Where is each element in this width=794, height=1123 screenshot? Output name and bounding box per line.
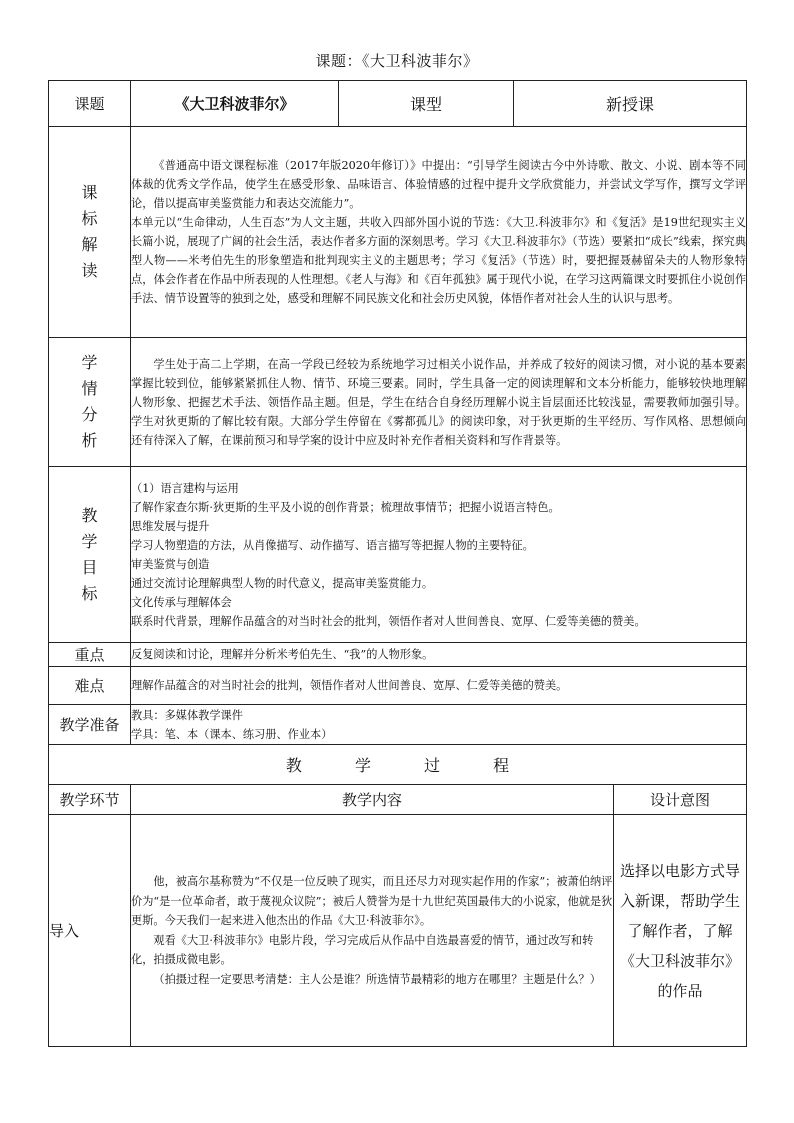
standard-row xyxy=(49,127,747,338)
preparation-teacher: 教具：多媒体教学课件 xyxy=(131,708,243,722)
objective-line: 思维发展与提升 xyxy=(131,519,210,533)
difficulty-label: 难点 xyxy=(49,667,131,705)
process-title-char: 过 xyxy=(424,756,441,775)
page-title: 课题：《大卫科波菲尔》 xyxy=(315,52,479,70)
topic-label: 课题 xyxy=(49,81,131,127)
stage-content xyxy=(131,815,614,1047)
col-stage-header: 教学环节 xyxy=(49,785,131,815)
preparation-row xyxy=(49,705,747,745)
header-row xyxy=(49,81,747,127)
preparation-student: 学具：笔、本（课本、练习册、作业本） xyxy=(131,727,333,741)
standard-label: 课 标 解 读 xyxy=(49,127,131,338)
objectives-label: 教 学 目 标 xyxy=(49,467,131,643)
col-content-header: 教学内容 xyxy=(131,785,614,815)
objective-line: 联系时代背景，理解作品蕴含的对当时社会的批判，领悟作者对人世间善良、宽厚、仁爱等美德的赞美。 xyxy=(131,614,646,628)
objective-line: 学习人物塑造的方法，从肖像描写、动作描写、语言描写等把握人物的主要特征。 xyxy=(131,538,534,552)
stage-paragraph: （拍摄过程一定要思考清楚：主人公是谁？所选情节最精彩的地方在哪里？主题是什么？） xyxy=(153,972,601,986)
type-label: 课型 xyxy=(339,81,514,127)
key-point-row xyxy=(49,643,747,667)
situation-row xyxy=(49,338,747,467)
process-title-char: 程 xyxy=(493,756,510,775)
topic-value: 《大卫科波菲尔》 xyxy=(131,81,339,127)
objective-line: 了解作家查尔斯·狄更斯的生平及小说的创作背景；梳理故事情节；把握小说语言特色。 xyxy=(131,500,560,514)
process-title-char: 教 xyxy=(285,756,302,775)
standard-content xyxy=(131,127,747,338)
objective-line: 通过交流讨论理解典型人物的时代意义，提高审美鉴赏能力。 xyxy=(131,576,434,590)
objective-line: 审美鉴赏与创造 xyxy=(131,557,210,571)
lesson-plan-table xyxy=(48,80,747,1047)
process-heading-row xyxy=(49,745,747,785)
standard-paragraph: 本单元以“生命律动，人生百态”为人文主题，共收入四部外国小说的节选：《大卫.科波菲尔》和《复活》是19世纪现实主义长篇小说，展现了广阔的社会生活，表达作者多方面的深刻思考。学习《大卫.科波菲尔》（节选）要紧扣“成长”线索，探究典型人物——米考伯先生的形象塑造和批判现实主义的主题思考；学习《复活》（节选）时，要把握聂赫留朵夫的人物形象特点，体会作者在作品中所表现的人性理想。《老人与海》和《百年孤独》属于现代小说，在学习这两篇课文时要抓住小说创作手法、情节设置等的独到之处，感受和理解不同民族文化和社会历史风貌，体悟作者对社会人生的认识与思考。 xyxy=(131,216,747,305)
objectives-content xyxy=(131,467,747,643)
process-row-intro xyxy=(49,815,747,1047)
stage-label: 导入 xyxy=(49,815,131,1047)
objectives-row xyxy=(49,467,747,643)
key-point-label: 重点 xyxy=(49,643,131,667)
process-title-char: 学 xyxy=(354,756,371,775)
difficulty-row xyxy=(49,667,747,705)
preparation-label: 教学准备 xyxy=(49,705,131,745)
preparation-content xyxy=(131,705,747,745)
standard-paragraph: 《普通高中语文课程标准（2017年版2020年修订）》中提出：“引导学生阅读古今中外诗歌、散文、小说、剧本等不同体裁的优秀文学作品，使学生在感受形象、品味语言、体验情感的过程中提升文学欣赏能力，并尝试文学写作，撰写文学评论，借以提高审美鉴赏能力和表达交流能力”。 xyxy=(131,159,747,210)
stage-design: 选择以电影方式导入新课，帮助学生了解作者，了解《大卫科波菲尔》的作品 xyxy=(614,815,747,1047)
situation-text: 学生处于高二上学期，在高一学段已经较为系统地学习过相关小说作品，并养成了较好的阅读习惯，对小说的基本要素掌握比较到位，能够紧紧抓住人物、情节、环境三要素。同时，学生具备一定的阅读理解和文本分析能力，能够较快地理解人物形象、把握艺术手法、领悟作品主题。但是，学生在结合自身经历理解小说主旨层面还比较浅显，需要教师加强引导。学生对狄更斯的了解比较有限。大部分学生停留在《雾都孤儿》的阅读印象，对于狄更斯的生平经历、写作风格、思想倾向还有待深入了解，在课前预习和导学案的设计中应及时补充作者相关资料和写作背景等。 xyxy=(131,357,747,447)
situation-content xyxy=(131,338,747,467)
col-design-header: 设计意图 xyxy=(614,785,747,815)
objective-line: （1）语言建构与运用 xyxy=(131,481,239,495)
key-point-text: 反复阅读和讨论，理解并分析米考伯先生、“我”的人物形象。 xyxy=(131,643,747,667)
stage-paragraph: 观看《大卫·科波菲尔》电影片段，学习完成后从作品中自选最喜爱的情节，通过改写和转化，拍摄成微电影。 xyxy=(131,933,594,966)
stage-paragraph: 他，被高尔基称赞为“不仅是一位反映了现实，而且还尽力对现实起作用的作家”；被萧伯纳评价为“是一位革命者，敢于蔑视众议院”；被后人赞誉为是十九世纪英国最伟大的小说家，他就是狄更斯。今天我们一起来进入他杰出的作品《大卫·科波菲尔》。 xyxy=(131,875,613,927)
type-value: 新授课 xyxy=(514,81,747,127)
situation-label: 学 情 分 析 xyxy=(49,338,131,467)
process-header-row xyxy=(49,785,747,815)
objective-line: 文化传承与理解体会 xyxy=(131,595,232,609)
process-title xyxy=(49,745,747,785)
difficulty-text: 理解作品蕴含的对当时社会的批判，领悟作者对人世间善良、宽厚、仁爱等美德的赞美。 xyxy=(131,667,747,705)
